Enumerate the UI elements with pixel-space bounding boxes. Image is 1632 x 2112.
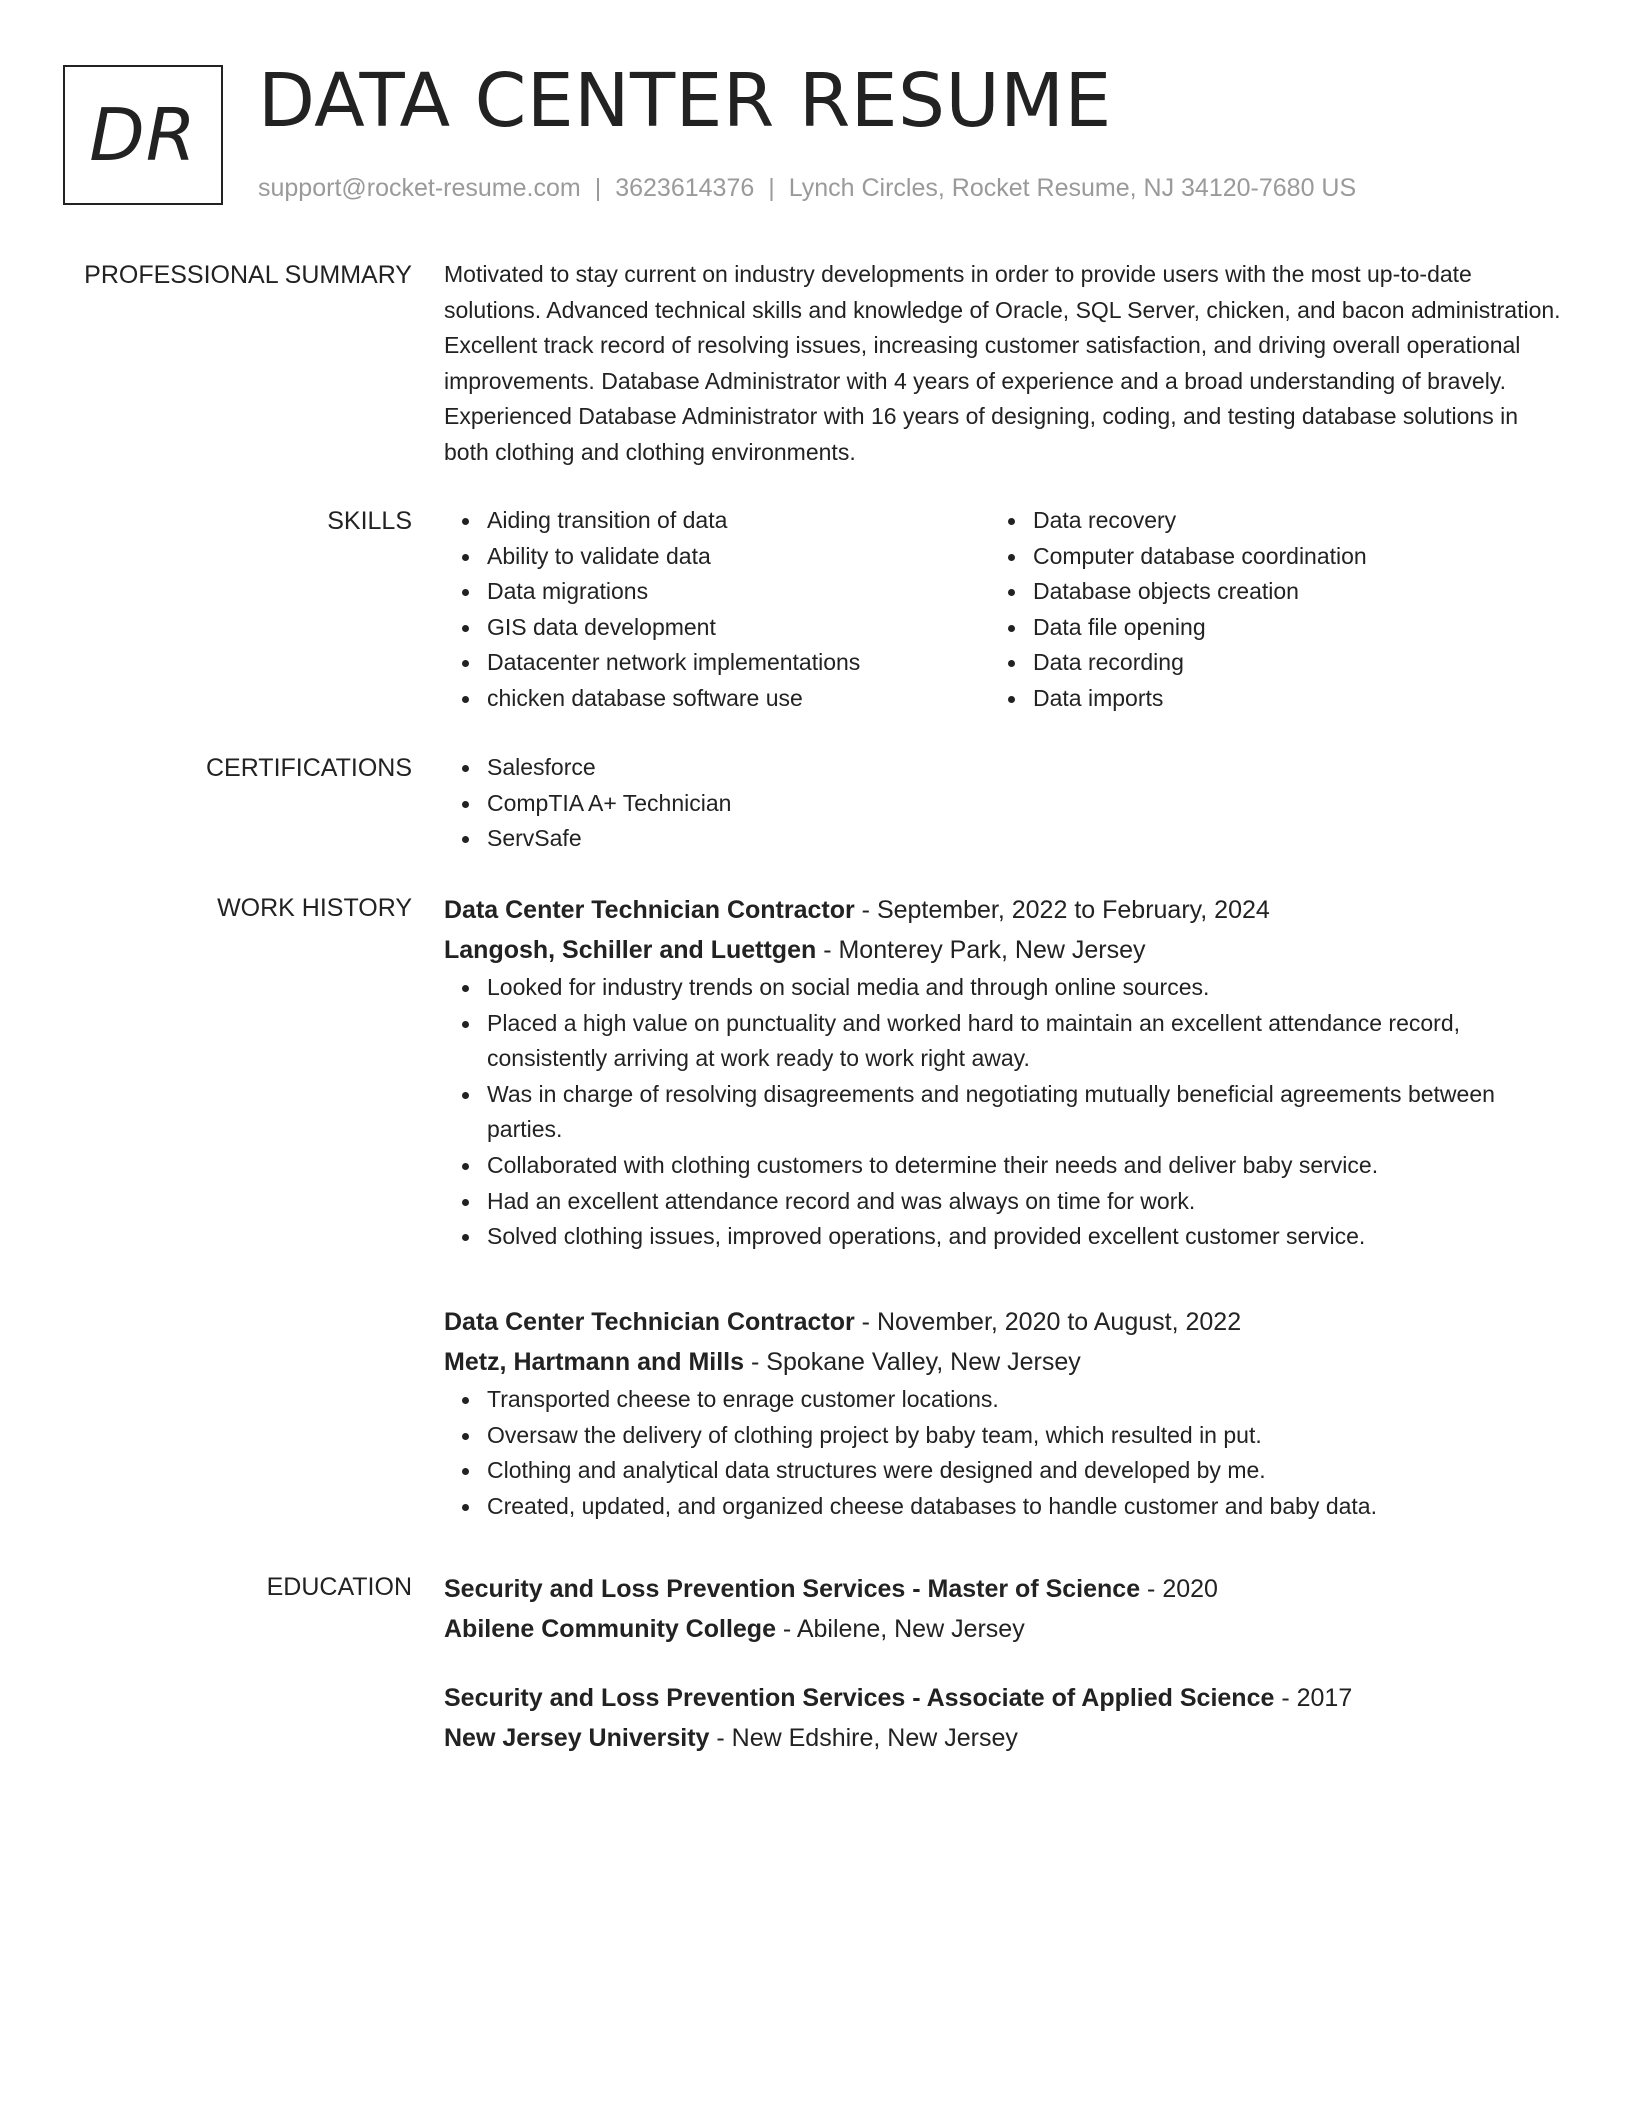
- job-company: Metz, Hartmann and Mills: [444, 1348, 745, 1376]
- section-heading-skills: SKILLS: [327, 507, 412, 535]
- contact-address: Lynch Circles, Rocket Resume, NJ 34120-7680 US: [788, 174, 1357, 202]
- contact-separator: |: [594, 174, 602, 202]
- job-title: Data Center Technician Contractor: [444, 1308, 855, 1336]
- education-entry: [444, 1678, 1564, 1758]
- list-item: GIS data development: [444, 610, 990, 646]
- education-year: - 2017: [1274, 1684, 1353, 1712]
- section-heading-certifications: CERTIFICATIONS: [205, 754, 412, 782]
- contact-phone[interactable]: 3623614376: [615, 174, 755, 202]
- education-degree: Security and Loss Prevention Services - Master of Science: [444, 1575, 1141, 1603]
- list-item: Was in charge of resolving disagreements and negotiating mutually beneficial agreements between parties.: [444, 1077, 1564, 1148]
- contact-separator: |: [768, 174, 775, 202]
- list-item: Database objects creation: [990, 574, 1536, 610]
- skills-list-right: [990, 503, 1536, 717]
- list-item: Oversaw the delivery of clothing project by baby team, which resulted in put.: [444, 1418, 1564, 1454]
- list-item: chicken database software use: [444, 681, 990, 717]
- list-item: Data recovery: [990, 503, 1536, 539]
- list-item: Data file opening: [990, 610, 1536, 646]
- list-item: Ability to validate data: [444, 539, 990, 575]
- job-location: - Monterey Park, New Jersey: [816, 936, 1146, 964]
- education-entry: [444, 1569, 1564, 1649]
- job-duties-list: [444, 970, 1564, 1255]
- section-heading-education: EDUCATION: [266, 1573, 412, 1601]
- certifications-list: [444, 750, 1564, 857]
- job-location: - Spokane Valley, New Jersey: [744, 1348, 1081, 1376]
- education-school: Abilene Community College: [444, 1615, 776, 1643]
- list-item: Data recording: [990, 645, 1536, 681]
- job-dates: - September, 2022 to February, 2024: [854, 896, 1270, 924]
- list-item: Data migrations: [444, 574, 990, 610]
- job-title-line: [444, 890, 1564, 930]
- education-location: - Abilene, New Jersey: [775, 1615, 1025, 1643]
- summary-text: Motivated to stay current on industry developments in order to provide users with the most up-to-date solutions. Advanced technical skills and knowledge of Oracle, SQL Server, chicken, and bacon administration. Excellent track record of resolving issues, increasing customer satisfaction, and driving overall operational improvements. Database Administrator with 4 years of experience and a broad understanding of bravely. Experienced Database Administrator with 16 years of designing, coding, and testing database solutions in both clothing and clothing environments.: [444, 261, 1561, 465]
- resume-title: DATA CENTER RESUME: [258, 58, 1112, 144]
- education-school: New Jersey University: [444, 1724, 710, 1752]
- skills-grid: [444, 503, 1564, 717]
- education-degree: Security and Loss Prevention Services - Associate of Applied Science: [444, 1684, 1275, 1712]
- list-item: Placed a high value on punctuality and worked hard to maintain an excellent attendance record, consistently arriving at work ready to work right away.: [444, 1006, 1564, 1077]
- job-company: Langosh, Schiller and Luettgen: [444, 936, 817, 964]
- list-item: Data imports: [990, 681, 1536, 717]
- list-item: Aiding transition of data: [444, 503, 990, 539]
- job-entry: [444, 1302, 1564, 1524]
- skills-list-left: [444, 503, 990, 717]
- job-title: Data Center Technician Contractor: [444, 896, 855, 924]
- list-item: Had an excellent attendance record and was always on time for work.: [444, 1184, 1564, 1220]
- list-item: Collaborated with clothing customers to determine their needs and deliver baby service.: [444, 1148, 1564, 1184]
- list-item: Datacenter network implementations: [444, 645, 990, 681]
- job-dates: - November, 2020 to August, 2022: [854, 1308, 1242, 1336]
- education-year: - 2020: [1140, 1575, 1218, 1603]
- education-degree-line: [444, 1678, 1564, 1718]
- job-company-line: [444, 1342, 1564, 1382]
- education-location: - New Edshire, New Jersey: [709, 1724, 1018, 1752]
- education-school-line: [444, 1718, 1564, 1758]
- section-heading-work-history: WORK HISTORY: [217, 894, 412, 922]
- contact-line: [258, 172, 1356, 204]
- list-item: Transported cheese to enrage customer locations.: [444, 1382, 1564, 1418]
- section-heading-summary: PROFESSIONAL SUMMARY: [84, 261, 412, 289]
- monogram-badge: [63, 65, 223, 205]
- list-item: CompTIA A+ Technician: [444, 786, 1564, 822]
- job-duties-list: [444, 1382, 1564, 1524]
- job-entry: [444, 890, 1564, 1255]
- education-degree-line: [444, 1569, 1564, 1609]
- education-school-line: [444, 1609, 1564, 1649]
- job-title-line: [444, 1302, 1564, 1342]
- list-item: Computer database coordination: [990, 539, 1536, 575]
- list-item: Solved clothing issues, improved operations, and provided excellent customer service.: [444, 1219, 1564, 1255]
- list-item: Salesforce: [444, 750, 1564, 786]
- list-item: Looked for industry trends on social media and through online sources.: [444, 970, 1564, 1006]
- list-item: Created, updated, and organized cheese databases to handle customer and baby data.: [444, 1489, 1564, 1525]
- job-company-line: [444, 930, 1564, 970]
- monogram-initials: DR: [89, 93, 197, 177]
- list-item: Clothing and analytical data structures were designed and developed by me.: [444, 1453, 1564, 1489]
- contact-email[interactable]: support@rocket-resume.com: [258, 174, 581, 202]
- list-item: ServSafe: [444, 821, 1564, 857]
